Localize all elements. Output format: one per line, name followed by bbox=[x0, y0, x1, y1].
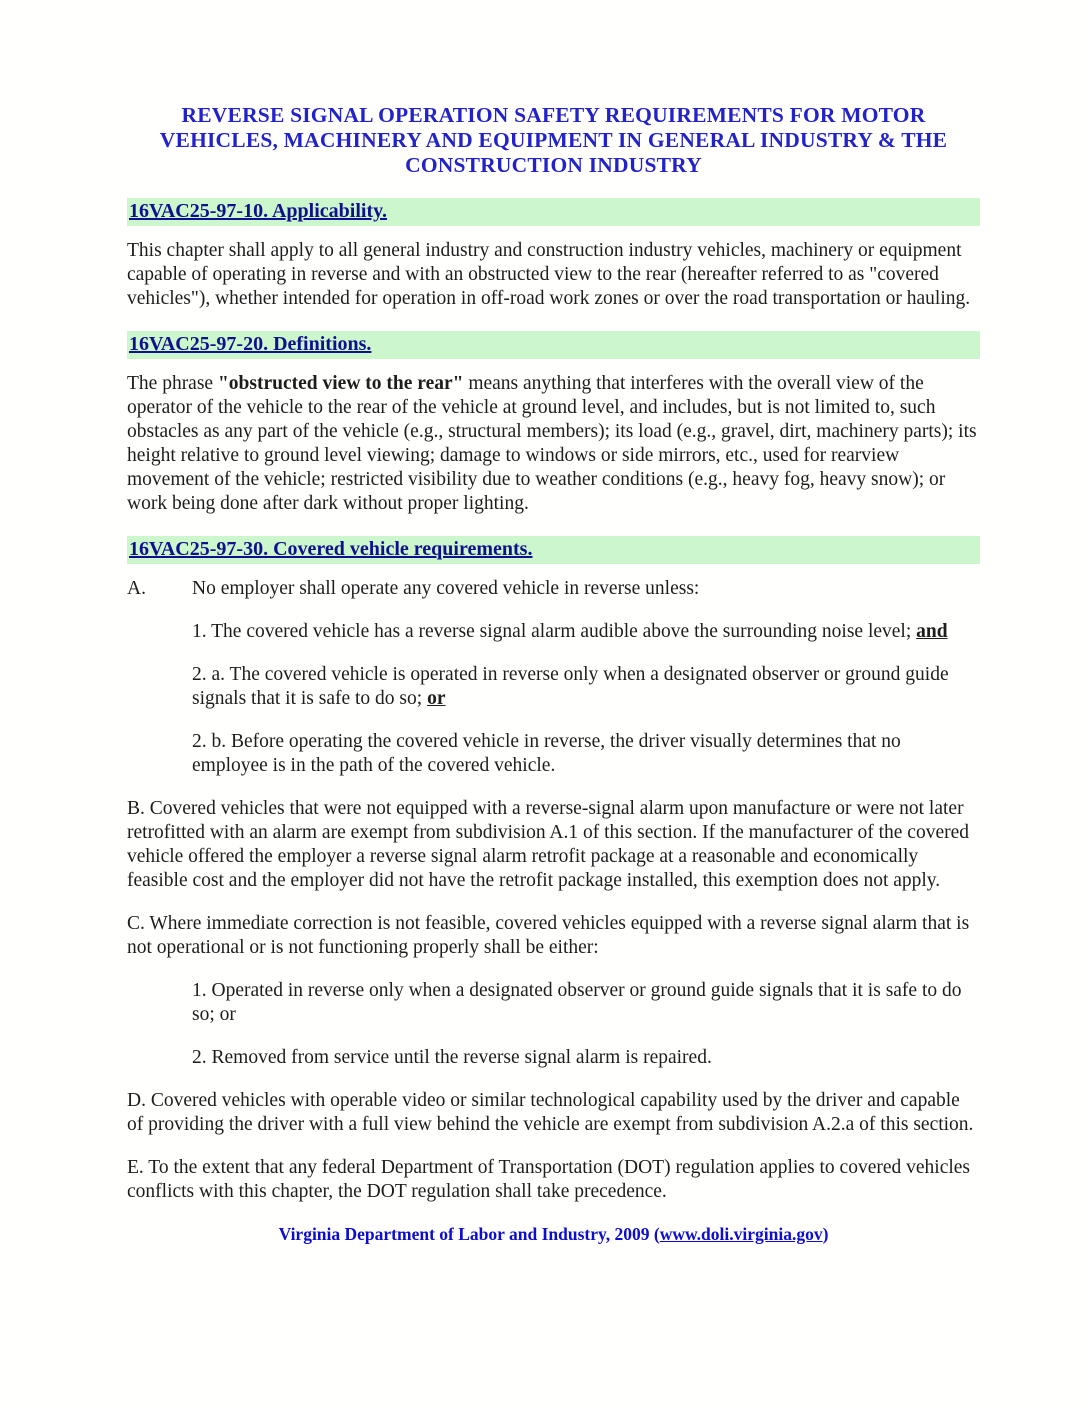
document-title bbox=[127, 103, 980, 178]
item-a2a-paragraph bbox=[192, 663, 978, 711]
document-footer bbox=[127, 1223, 980, 1245]
definitions-paragraph-bold-phrase: "obstructed view to the rear" bbox=[217, 373, 464, 394]
section-heading-covered-vehicle-requirements bbox=[127, 536, 980, 564]
item-a-line bbox=[127, 577, 980, 601]
footer-text-prefix: Virginia Department of Labor and Industry, 2009 ( bbox=[278, 1224, 660, 1244]
section-heading-applicability-text: 16VAC25-97-10. Applicability. bbox=[129, 200, 387, 222]
section-heading-definitions-text: 16VAC25-97-20. Definitions. bbox=[129, 333, 372, 355]
section-heading-covered-vehicle-requirements-text: 16VAC25-97-30. Covered vehicle requirements. bbox=[129, 538, 533, 560]
paragraph-d: D. Covered vehicles with operable video or similar technological capability used by the driver and capable of providing the driver with a full view behind the vehicle are exempt from subdivision A.2.a of this section. bbox=[127, 1090, 974, 1135]
item-a2b-paragraph: 2. b. Before operating the covered vehicle in reverse, the driver visually determines that no employee is in the path of the covered vehicle. bbox=[192, 731, 901, 776]
paragraph-b: B. Covered vehicles that were not equipped with a reverse-signal alarm upon manufacture or were not later retrofitted with an alarm are exempt from subdivision A.1 of this section. If the manufacturer of the covered vehicle offered the employer a reverse signal alarm retrofit package at a reasonable and economically feasible cost and the employer did not have the retrofit package installed, this exemption does not apply. bbox=[127, 798, 970, 891]
footer-text-suffix: ) bbox=[822, 1224, 829, 1244]
definitions-paragraph-prefix: The phrase bbox=[127, 373, 218, 394]
section-heading-applicability bbox=[127, 198, 980, 226]
section-heading-definitions bbox=[127, 331, 980, 359]
applicability-paragraph: This chapter shall apply to all general industry and construction industry vehicles, machinery or equipment capable of operating in reverse and with an obstructed view to the rear (hereafter referred to as "covered vehicles"), whether intended for operation in off-road work zones or over the road transportation or hauling. bbox=[127, 240, 971, 309]
definitions-paragraph-rest: means anything that interferes with the overall view of the operator of the vehicle to the rear of the vehicle at ground level, and includes, but is not limited to, such obstacles as any part of the vehicle (e.g., structural members); its load (e.g., gravel, dirt, machinery parts); its height relative to ground level viewing; damage to windows or side mirrors, etc., used for rearview movement of the vehicle; restricted visibility due to weather conditions (e.g., heavy fog, heavy snow); or work being done after dark without proper lighting. bbox=[127, 373, 977, 514]
item-a-text: No employer shall operate any covered vehicle in reverse unless: bbox=[192, 578, 700, 599]
paragraph-c: C. Where immediate correction is not feasible, covered vehicles equipped with a reverse signal alarm that is not operational or is not functioning properly shall be either: bbox=[127, 913, 970, 958]
title-line-3: CONSTRUCTION INDUSTRY bbox=[405, 153, 702, 177]
item-c1-paragraph: 1. Operated in reverse only when a designated observer or ground guide signals that it is safe to do so; or bbox=[192, 980, 962, 1025]
definitions-paragraph bbox=[127, 372, 980, 516]
paragraph-e: E. To the extent that any federal Department of Transportation (DOT) regulation applies to covered vehicles conflicts with this chapter, the DOT regulation shall take precedence. bbox=[127, 1157, 971, 1202]
item-a2a-conjunction: or bbox=[427, 688, 446, 709]
item-a-label: A. bbox=[127, 578, 146, 599]
title-line-2: VEHICLES, MACHINERY AND EQUIPMENT IN GENERAL INDUSTRY & THE bbox=[159, 128, 948, 152]
item-a1-paragraph bbox=[192, 620, 978, 644]
footer-website-link[interactable]: www.doli.virginia.gov bbox=[659, 1224, 823, 1244]
item-a1-conjunction: and bbox=[916, 621, 948, 642]
title-line-1: REVERSE SIGNAL OPERATION SAFETY REQUIREMENTS FOR MOTOR bbox=[181, 103, 926, 127]
item-c2-paragraph: 2. Removed from service until the reverse signal alarm is repaired. bbox=[192, 1047, 712, 1068]
item-a1-text: 1. The covered vehicle has a reverse signal alarm audible above the surrounding noise level; bbox=[192, 621, 917, 642]
item-a2a-text: 2. a. The covered vehicle is operated in reverse only when a designated observer or ground guide signals that it is safe to do so; bbox=[192, 664, 949, 709]
